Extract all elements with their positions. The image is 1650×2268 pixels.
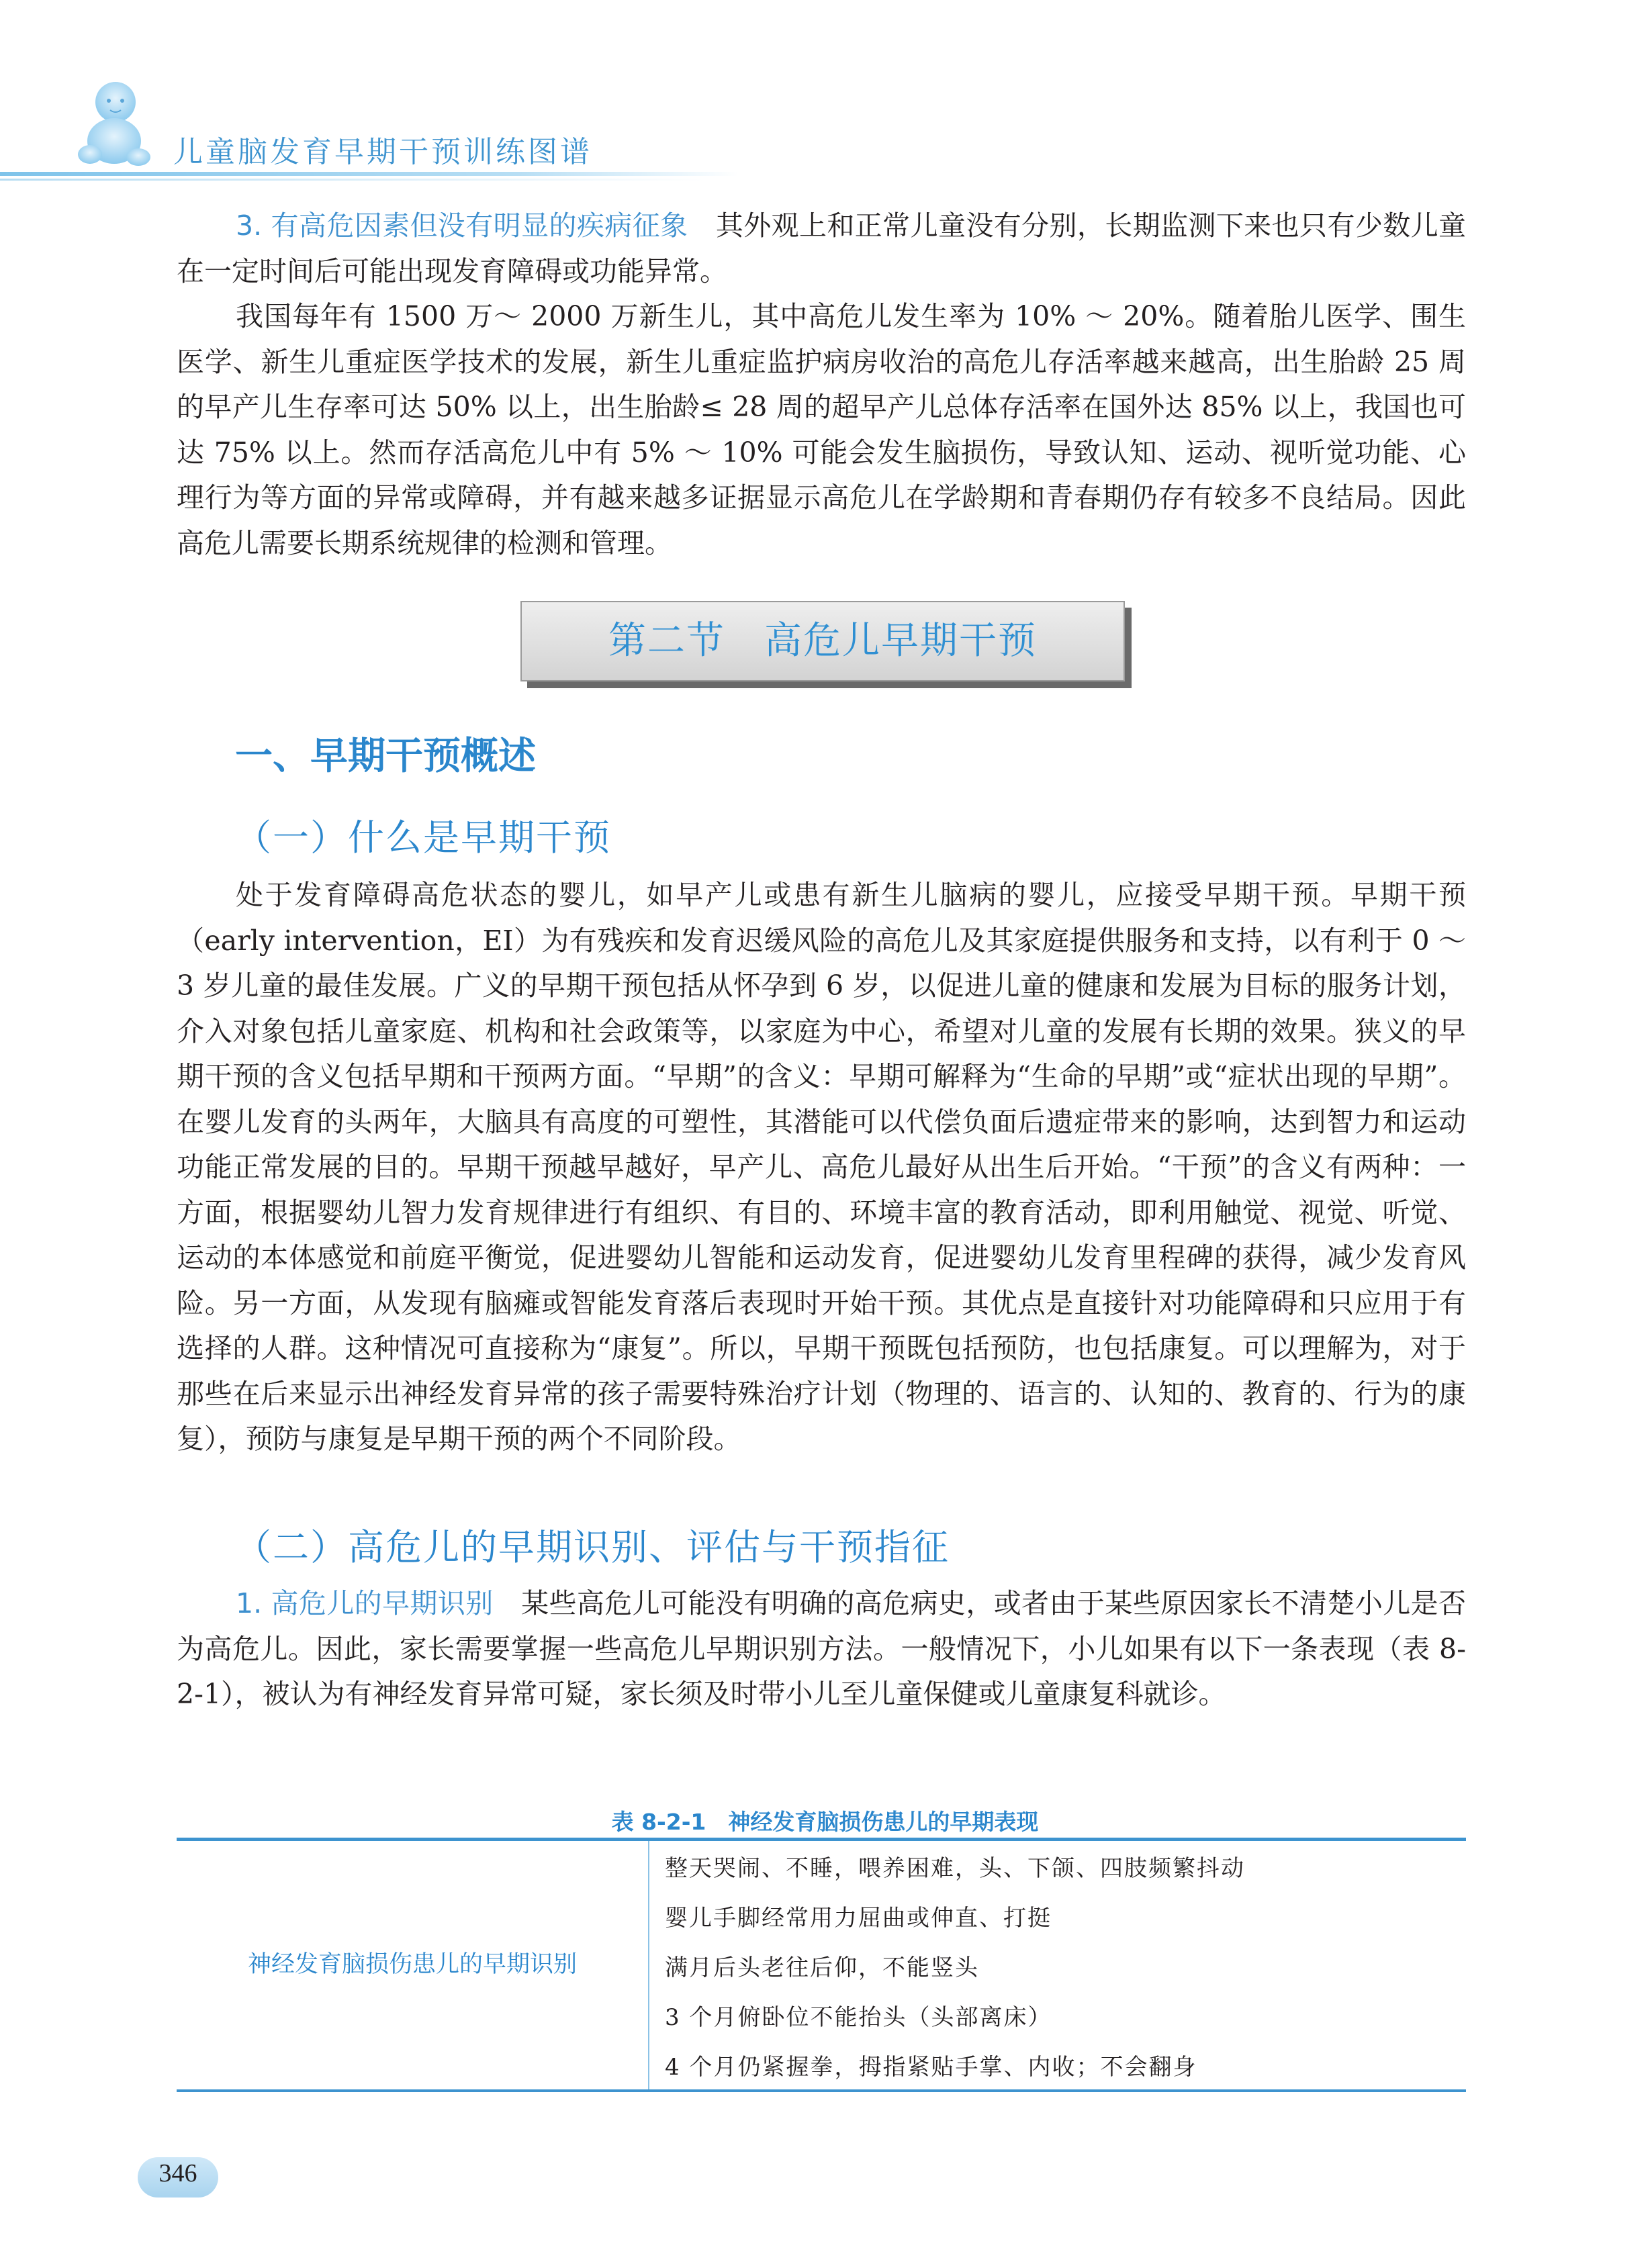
page-header xyxy=(0,0,1650,181)
table-top-rule xyxy=(177,1838,1466,1841)
table-item: 整天哭闹、不睡，喂养困难，头、下颌、四肢频繁抖动 xyxy=(665,1855,1245,1882)
table-row-label: 神经发育脑损伤患儿的早期识别 xyxy=(247,1951,577,1978)
table-caption: 表 8-2-1 神经发育脑损伤患儿的早期表现 xyxy=(611,1809,1039,1835)
section-title: 第二节 高危儿早期干预 xyxy=(608,619,1037,663)
intro-paragraph: 我国每年有 1500 万～ 2000 万新生儿，其中高危儿发生率为 10% ～ 20%。随着胎儿医学、围生医学、新生儿重症医学技术的发展，新生儿重症监护病房收治的高危儿存活率越来越高，出生胎龄 25 周的早产儿生存率可达 50% 以上，出生胎龄≤ 28 周的超早产儿总体存活率在国外达 85% 以上，我国也可达 75% 以上。然而存活高危儿中有 5% ～ 10% 可能会发生脑损伤，导致认知、运动、视听觉功能、心理行为等方面的异常或障碍，并有越来越多证据显示高危儿在学龄期和青春期仍存有较多不良结局。因此高危儿需要长期系统规律的检测和管理。 xyxy=(177,300,1466,559)
identification-paragraph xyxy=(177,1581,1466,1717)
table-item: 婴儿手脚经常用力屈曲或伸直、打挺 xyxy=(665,1905,1052,1932)
table-item: 4 个月仍紧握拳，拇指紧贴手掌、内收；不会翻身 xyxy=(665,2054,1197,2081)
subheading-identification-assessment: （二）高危儿的早期识别、评估与干预指征 xyxy=(235,1526,950,1568)
table-bottom-rule xyxy=(177,2089,1466,2092)
page-number: 346 xyxy=(158,2159,197,2187)
item-3-text: 其外观上和正常儿童没有分别，长期监测下来也只有少数儿童在一定时间后可能出现发育障碍或功能异常。 xyxy=(177,209,1467,287)
table-column-divider xyxy=(648,1841,649,2089)
section-title-box xyxy=(520,601,1125,681)
header-rule-secondary xyxy=(0,179,705,181)
item-3-paragraph xyxy=(177,203,1466,294)
heading-early-intervention-overview: 一、早期干预概述 xyxy=(235,735,536,778)
baby-icon xyxy=(74,79,154,173)
table-item: 满月后头老往后仰，不能竖头 xyxy=(665,1954,979,1981)
running-title: 儿童脑发育早期干预训练图谱 xyxy=(173,135,592,169)
item-1-lead: 1. 高危儿的早期识别 xyxy=(236,1587,494,1619)
table-item: 3 个月俯卧位不能抬头（头部离床） xyxy=(665,2004,1052,2031)
subheading-what-is-early-intervention: （一）什么是早期干预 xyxy=(235,816,611,859)
header-rule xyxy=(0,172,739,176)
item-1-text: 某些高危儿可能没有明确的高危病史，或者由于某些原因家长不清楚小儿是否为高危儿。因此，家长需要掌握一些高危儿早期识别方法。一般情况下，小儿如果有以下一条表现（表 8-2-1），被认为有神经发育异常可疑，家长须及时带小儿至儿童保健或儿童康复科就诊。 xyxy=(177,1587,1467,1710)
item-3-lead: 3. 有高危因素但没有明显的疾病征象 xyxy=(236,209,688,242)
early-intervention-paragraph: 处于发育障碍高危状态的婴儿，如早产儿或患有新生儿脑病的婴儿，应接受早期干预。早期干预（early intervention，EI）为有残疾和发育迟缓风险的高危儿及其家庭提供服务和支持，以有利于 0 ～ 3 岁儿童的最佳发展。广义的早期干预包括从怀孕到 6 岁，以促进儿童的健康和发展为目标的服务计划，介入对象包括儿童家庭、机构和社会政策等，以家庭为中心，希望对儿童的发展有长期的效果。狭义的早期干预的含义包括早期和干预两方面。“早期”的含义：早期可解释为“生命的早期”或“症状出现的早期”。在婴儿发育的头两年，大脑具有高度的可塑性，其潜能可以代偿负面后遗症带来的影响，达到智力和运动功能正常发展的目的。早期干预越早越好，早产儿、高危儿最好从出生后开始。“干预”的含义有两种：一方面，根据婴幼儿智力发育规律进行有组织、有目的、环境丰富的教育活动，即利用触觉、视觉、听觉、运动的本体感觉和前庭平衡觉，促进婴幼儿智能和运动发育，促进婴幼儿发育里程碑的获得，减少发育风险。另一方面，从发现有脑瘫或智能发育落后表现时开始干预。其优点是直接针对功能障碍和只应用于有选择的人群。这种情况可直接称为“康复”。所以，早期干预既包括预防，也包括康复。可以理解为，对于那些在后来显示出神经发育异常的孩子需要特殊治疗计划（物理的、语言的、认知的、教育的、行为的康复），预防与康复是早期干预的两个不同阶段。 xyxy=(177,879,1466,1455)
